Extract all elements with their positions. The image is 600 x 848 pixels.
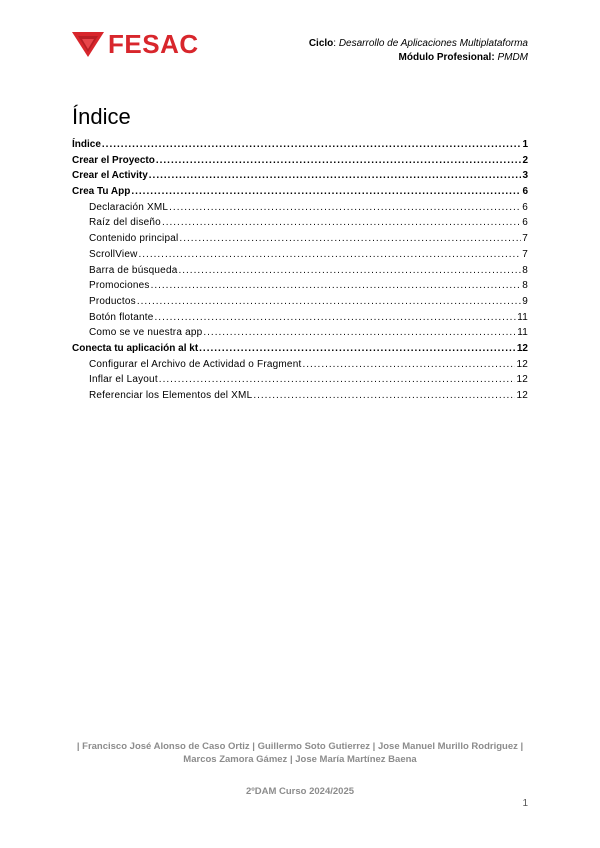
- modulo-line: [309, 51, 528, 65]
- toc-entry-label: Productos: [89, 295, 136, 307]
- toc-entry[interactable]: [72, 390, 528, 406]
- toc-entry[interactable]: [72, 249, 528, 265]
- toc-entry-label: ScrollView: [89, 248, 138, 260]
- authors-line-2: Marcos Zamora Gámez | Jose María Martínez Baena: [183, 754, 417, 765]
- toc-entry[interactable]: [72, 139, 528, 155]
- toc-entry[interactable]: [72, 359, 528, 375]
- toc-entry[interactable]: [72, 296, 528, 312]
- toc-entry-page: 2: [522, 154, 528, 166]
- toc-entry-label: Crea Tu App: [72, 186, 131, 198]
- toc-entry[interactable]: [72, 170, 528, 186]
- toc-entry-label: Como se ve nuestra app: [89, 327, 203, 339]
- course-text: 2ºDAM Curso 2024/2025: [245, 786, 355, 797]
- toc-entry[interactable]: [72, 327, 528, 343]
- toc-entry-page: 6: [522, 217, 528, 229]
- toc-dot-leader: [155, 312, 517, 323]
- toc-dot-leader: [131, 186, 521, 197]
- toc-dot-leader: [156, 155, 522, 166]
- fesac-emblem-icon: [72, 30, 104, 58]
- toc-dot-leader: [203, 327, 516, 338]
- toc-entry[interactable]: [72, 186, 528, 202]
- toc-dot-leader: [178, 265, 521, 276]
- toc-dot-leader: [162, 217, 521, 228]
- toc-entry-label: Botón flotante: [89, 311, 154, 323]
- toc-entry-label: Raíz del diseño: [89, 217, 161, 229]
- toc-dot-leader: [137, 296, 521, 307]
- toc-entry[interactable]: [72, 280, 528, 296]
- toc-entry-label: Contenido principal: [89, 233, 179, 245]
- toc-entry-label: Referenciar los Elementos del XML: [89, 390, 253, 401]
- toc-entry-page: 12: [516, 390, 528, 401]
- toc-entry-label: Inflar el Layout: [89, 374, 158, 386]
- toc-entry[interactable]: [72, 217, 528, 233]
- toc-entry[interactable]: [72, 265, 528, 281]
- toc-entry-label: Crear el Proyecto: [72, 154, 155, 166]
- toc-dot-leader: [302, 359, 515, 370]
- page-number: 1: [522, 798, 528, 809]
- toc-entry-page: 1: [522, 139, 528, 150]
- toc-dot-leader: [253, 390, 515, 401]
- toc-entry[interactable]: [72, 233, 528, 249]
- toc-entry-page: 7: [522, 248, 528, 260]
- toc-dot-leader: [151, 280, 522, 291]
- authors-line-1: | Francisco José Alonso de Caso Ortiz | Guillermo Soto Gutierrez | Jose Manuel Murillo Rodriguez |: [76, 741, 524, 752]
- toc-entry-page: 12: [516, 358, 528, 370]
- toc-dot-leader: [149, 170, 522, 181]
- toc-dot-leader: [179, 233, 521, 244]
- toc-entry-page: 3: [522, 170, 528, 182]
- toc-entry-label: Promociones: [89, 280, 150, 292]
- toc-entry-page: 6: [522, 186, 528, 198]
- fesac-logo: [72, 28, 202, 60]
- toc-entry-page: 8: [522, 264, 528, 276]
- toc-entry-page: 11: [517, 327, 528, 339]
- toc-entry[interactable]: [72, 155, 528, 171]
- toc-entry[interactable]: [72, 374, 528, 390]
- toc-entry-page: 12: [516, 342, 528, 354]
- page-title: Índice: [72, 104, 131, 129]
- toc-entry[interactable]: [72, 202, 528, 218]
- modulo-value: PMDM: [497, 52, 528, 63]
- toc-dot-leader: [169, 202, 521, 213]
- ciclo-value: Desarrollo de Aplicaciones Multiplataforma: [338, 38, 528, 49]
- toc-entry-label: Barra de búsqueda: [89, 264, 178, 276]
- logo-text: FESAC: [108, 29, 199, 59]
- table-of-contents: [72, 139, 528, 406]
- ciclo-label: Ciclo: [308, 38, 334, 49]
- document-header: [309, 37, 528, 65]
- toc-entry-label: Índice: [72, 139, 101, 150]
- toc-dot-leader: [199, 343, 516, 354]
- toc-dot-leader: [159, 374, 516, 385]
- toc-entry[interactable]: [72, 343, 528, 359]
- toc-dot-leader: [139, 249, 522, 260]
- modulo-label: Módulo Profesional:: [398, 52, 495, 63]
- toc-entry-label: Conecta tu aplicación al kt: [72, 342, 199, 354]
- toc-entry-page: 12: [516, 374, 528, 386]
- toc-entry-label: Declaración XML: [89, 201, 169, 213]
- ciclo-line: Ciclo: Desarrollo de Aplicaciones Multiplataforma: [308, 38, 528, 49]
- toc-entry-page: 9: [522, 295, 528, 307]
- toc-entry-page: 8: [522, 280, 528, 292]
- toc-entry-page: 7: [522, 233, 528, 245]
- toc-entry-label: Configurar el Archivo de Actividad o Fragment: [89, 358, 302, 370]
- toc-entry-page: 6: [522, 201, 528, 213]
- toc-entry[interactable]: [72, 312, 528, 328]
- toc-dot-leader: [102, 139, 522, 150]
- toc-entry-page: 11: [517, 311, 528, 323]
- toc-entry-label: Crear el Activity: [72, 170, 148, 182]
